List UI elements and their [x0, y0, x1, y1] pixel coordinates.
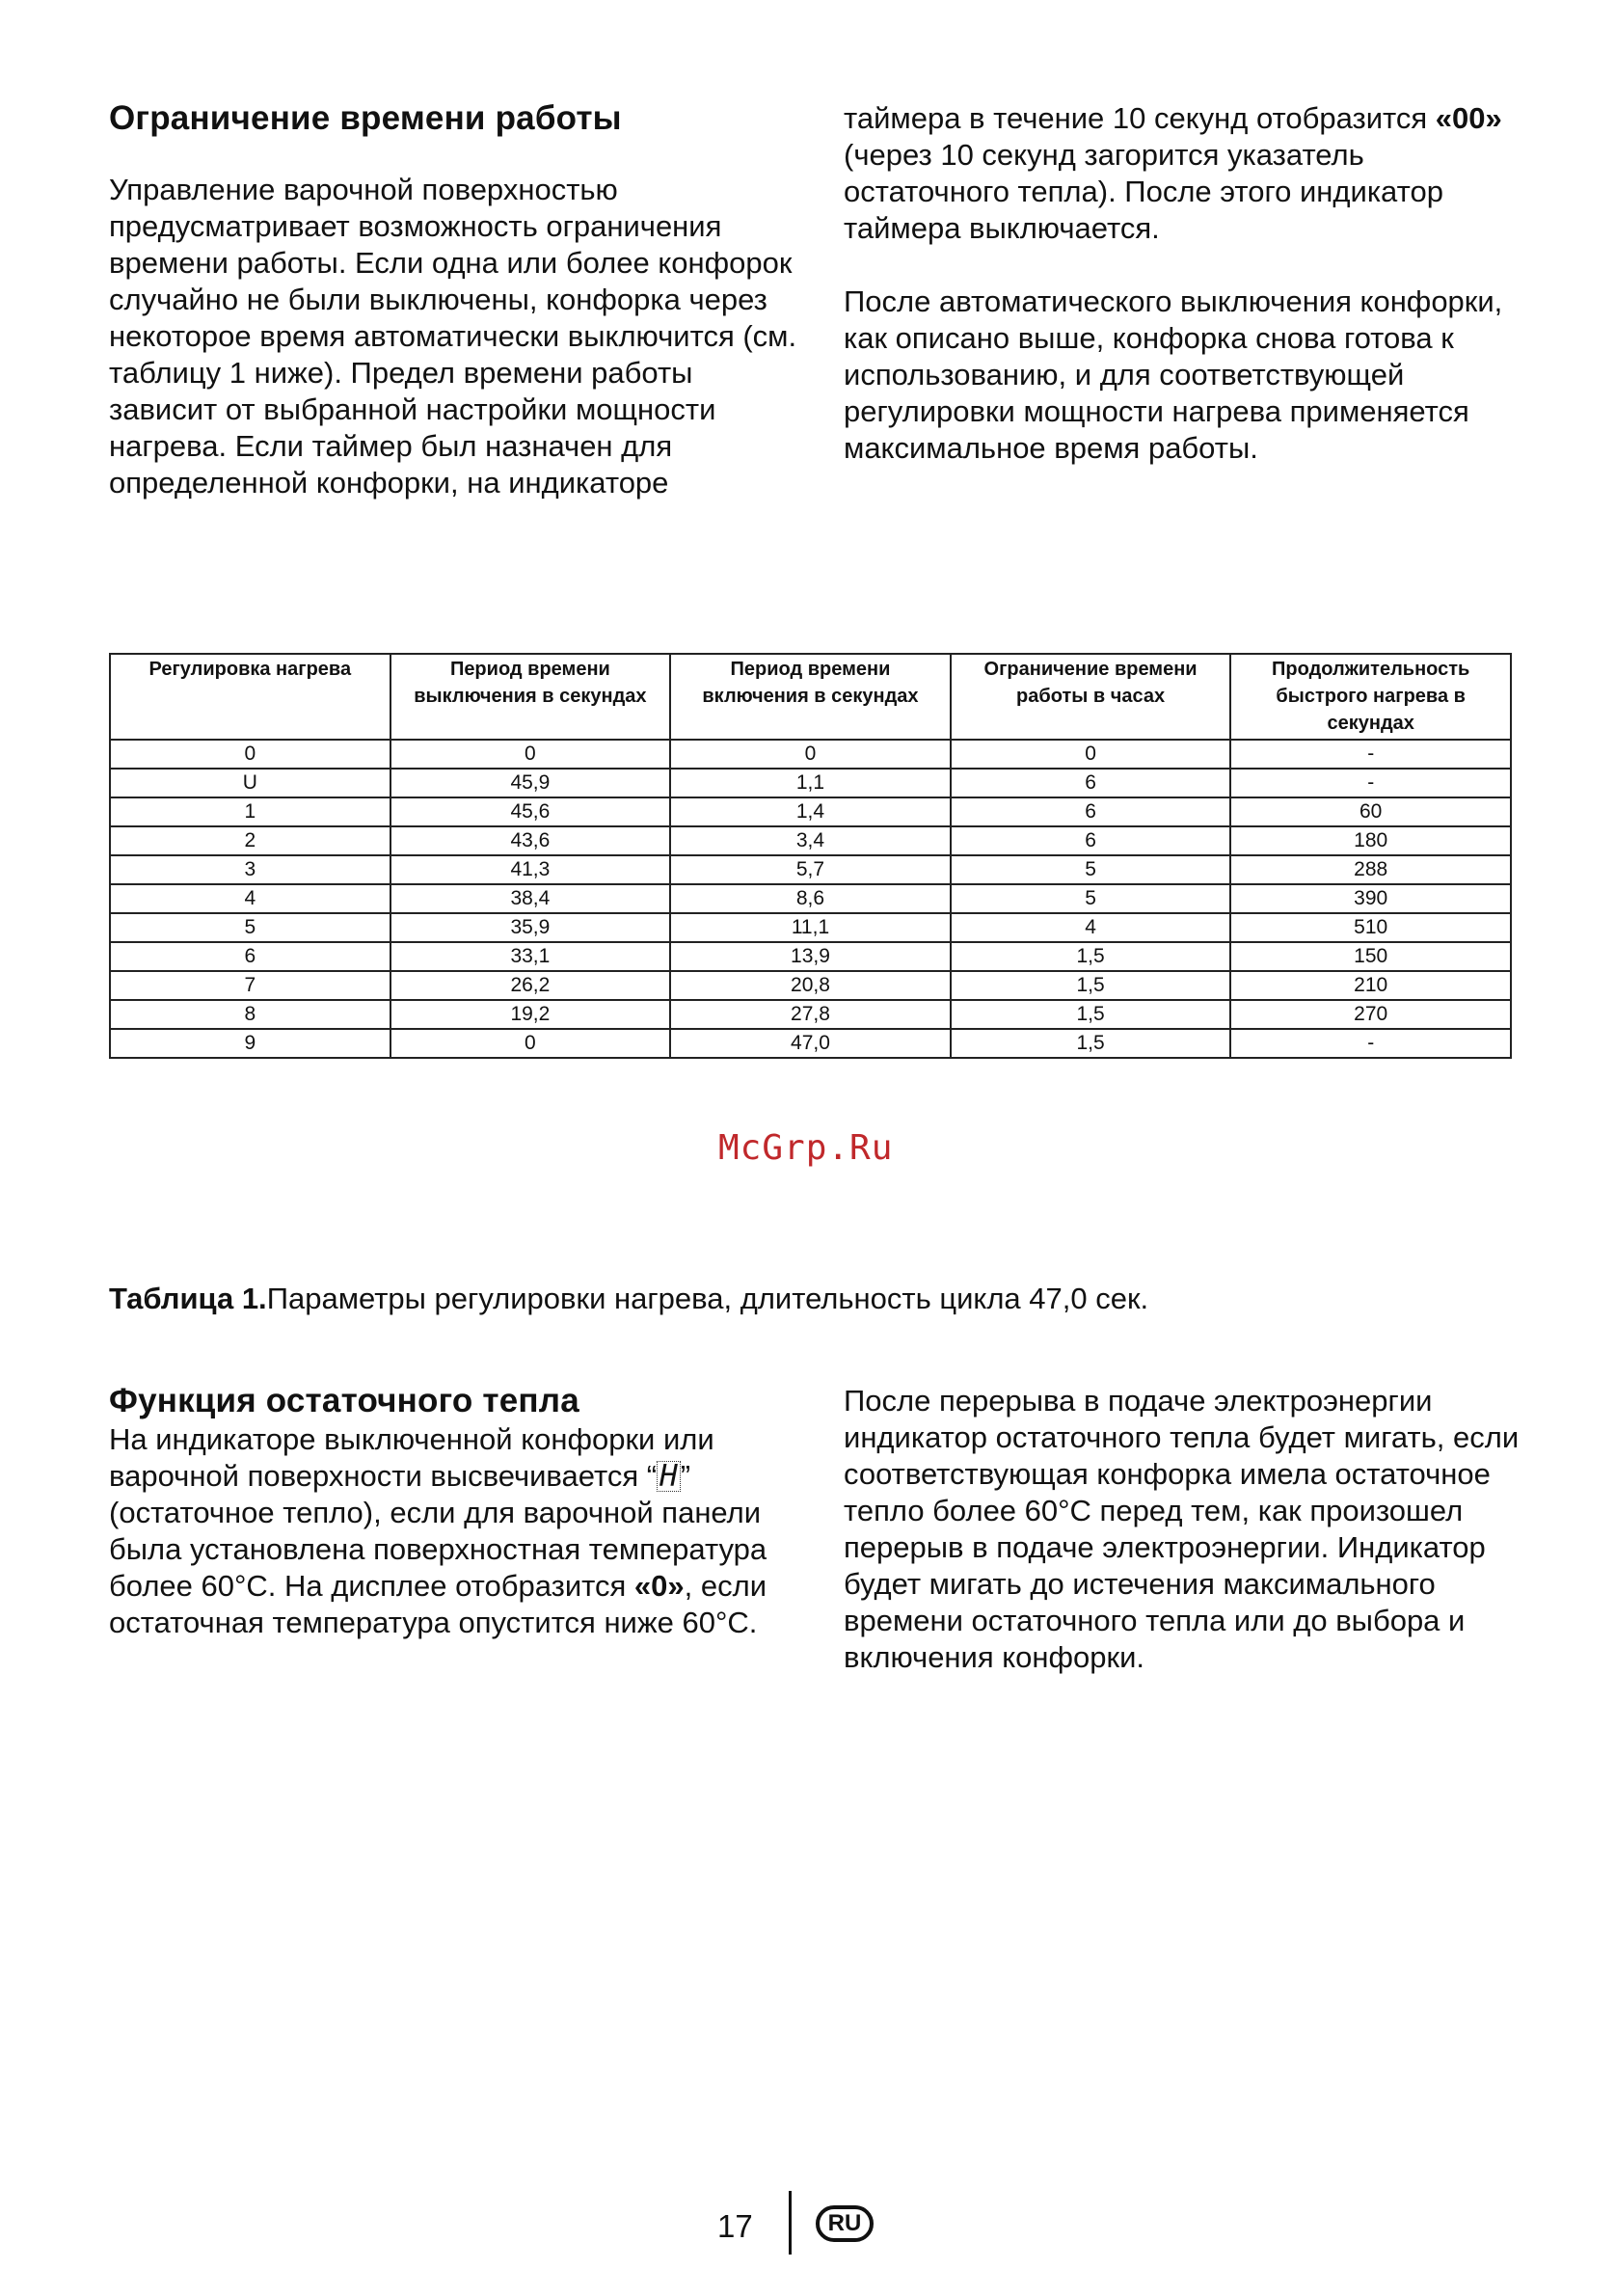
table-cell: 6	[951, 826, 1231, 855]
table-body	[110, 740, 1511, 1058]
caption-text: Параметры регулировки нагрева, длительность цикла 47,0 сек.	[266, 1282, 1149, 1315]
table-cell: 8,6	[670, 884, 951, 913]
heat-settings-table	[109, 653, 1512, 1059]
table-cell: 5	[951, 855, 1231, 884]
table-cell: 0	[951, 740, 1231, 769]
table-cell: 35,9	[390, 913, 671, 942]
time-limit-paragraph-3: После автоматического выключения конфорки, как описано выше, конфорка снова готова к использованию, и для соответствующей регулировки мощности нагрева применяется максимальное время работы.	[844, 284, 1503, 465]
table-cell: 60	[1230, 797, 1511, 826]
table-cell: 1,5	[951, 942, 1231, 971]
table-cell: 180	[1230, 826, 1511, 855]
table-cell: 8	[110, 1000, 390, 1029]
section-residual-heat-right-column	[844, 1383, 1538, 1676]
residual-text-middle: ” (остаточное тепло), если для варочной панели была установлена поверхностная температура более 60°C. На дисплее отобразится	[109, 1459, 767, 1603]
residual-heat-paragraph-2: После перерыва в подаче электроэнергии индикатор остаточного тепла будет мигать, если соответствующая конфорка имела остаточное тепло более 60°C перед тем, как произошел перерыв в подаче электроэнергии. Индикатор будет мигать до истечения максимального времени остаточного тепла или до выбора и включения конфорки.	[844, 1384, 1520, 1674]
header-boost-duration: Продолжительность быстрого нагрева в секундах	[1230, 654, 1511, 740]
table-cell: 288	[1230, 855, 1511, 884]
table-cell: -	[1230, 740, 1511, 769]
table-cell: 1,1	[670, 769, 951, 797]
section-time-limit-left-column	[109, 98, 803, 501]
table-cell: 19,2	[390, 1000, 671, 1029]
section-title-residual-heat: Функция остаточного тепла	[109, 1382, 579, 1419]
table-cell: 1,4	[670, 797, 951, 826]
section-title-time-limit: Ограничение времени работы	[109, 99, 622, 137]
time-limit-paragraph-2	[844, 100, 1538, 247]
watermark: McGrp.Ru	[718, 1128, 894, 1168]
table-cell: 7	[110, 971, 390, 1000]
page-number: 17	[717, 2208, 753, 2244]
table-row	[110, 740, 1511, 769]
table-cell: 0	[670, 740, 951, 769]
table-cell: U	[110, 769, 390, 797]
table-caption	[109, 1281, 1148, 1317]
table-row	[110, 1029, 1511, 1058]
table-cell: 0	[390, 1029, 671, 1058]
header-off-period: Период времени выключения в секундах	[390, 654, 671, 740]
table-cell: 45,6	[390, 797, 671, 826]
table-row	[110, 884, 1511, 913]
header-on-period: Период времени включения в секундах	[670, 654, 951, 740]
table-header-row	[110, 654, 1511, 740]
table-row	[110, 855, 1511, 884]
table-cell: 4	[110, 884, 390, 913]
table-cell: 43,6	[390, 826, 671, 855]
table-cell: 6	[951, 797, 1231, 826]
table-cell: 33,1	[390, 942, 671, 971]
table-cell: 0	[110, 740, 390, 769]
table-cell: 11,1	[670, 913, 951, 942]
table-cell: 5	[110, 913, 390, 942]
table-row	[110, 913, 1511, 942]
section-residual-heat-left-column	[109, 1381, 803, 1641]
residual-text-end: , если остаточная температура опустится ниже 60°C.	[109, 1569, 767, 1639]
table-cell: 38,4	[390, 884, 671, 913]
table-cell: 26,2	[390, 971, 671, 1000]
table-cell: 5,7	[670, 855, 951, 884]
table-cell: 150	[1230, 942, 1511, 971]
table-cell: 0	[390, 740, 671, 769]
header-time-limit: Ограничение времени работы в часах	[951, 654, 1231, 740]
table-cell: 5	[951, 884, 1231, 913]
table-cell: 1,5	[951, 1000, 1231, 1029]
table-cell: 1,5	[951, 1029, 1231, 1058]
table-cell: 13,9	[670, 942, 951, 971]
table-cell: 45,9	[390, 769, 671, 797]
table-cell: 4	[951, 913, 1231, 942]
footer-divider	[789, 2191, 792, 2255]
residual-text-start: На индикаторе выключенной конфорки или варочной поверхности высвечивается “	[109, 1422, 714, 1493]
table-cell: 9	[110, 1029, 390, 1058]
residual-heat-h-icon: H	[657, 1461, 681, 1492]
display-zero-value: «0»	[633, 1569, 685, 1603]
table-row	[110, 769, 1511, 797]
residual-heat-paragraph-1	[109, 1421, 803, 1641]
timer-display-value: «00»	[1435, 101, 1502, 135]
table-cell: 27,8	[670, 1000, 951, 1029]
table-row	[110, 971, 1511, 1000]
table-cell: 3,4	[670, 826, 951, 855]
language-badge: RU	[816, 2205, 874, 2242]
table-row	[110, 826, 1511, 855]
time-limit-paragraph-1: Управление варочной поверхностью предусматривает возможность ограничения времени работы. Если одна или более конфорок случайно не были выключены, конфорка через некоторое время автоматически выключится (см. таблицу 1 ниже). Предел времени работы зависит от выбранной настройки мощности нагрева. Если таймер был назначен для определенной конфорки, на индикаторе	[109, 173, 797, 500]
table-header	[110, 654, 1511, 740]
table-row	[110, 942, 1511, 971]
table-cell: 3	[110, 855, 390, 884]
table-cell: 2	[110, 826, 390, 855]
table-cell: 6	[951, 769, 1231, 797]
timer-text-end: (через 10 секунд загорится указатель остаточного тепла). После этого индикатор таймера выключается.	[844, 138, 1443, 245]
table-cell: 20,8	[670, 971, 951, 1000]
section-time-limit-right-column	[844, 100, 1538, 467]
caption-label: Таблица 1.	[109, 1282, 267, 1315]
table-cell: 1	[110, 797, 390, 826]
table-cell: 47,0	[670, 1029, 951, 1058]
table-row	[110, 797, 1511, 826]
table-row	[110, 1000, 1511, 1029]
table-cell: 270	[1230, 1000, 1511, 1029]
table-cell: 210	[1230, 971, 1511, 1000]
table-cell: -	[1230, 769, 1511, 797]
table-cell: 1,5	[951, 971, 1231, 1000]
timer-text-start: таймера в течение 10 секунд отобразится	[844, 101, 1436, 135]
table-cell: -	[1230, 1029, 1511, 1058]
header-heat-setting: Регулировка нагрева	[110, 654, 390, 740]
table-cell: 390	[1230, 884, 1511, 913]
table-cell: 6	[110, 942, 390, 971]
table-cell: 510	[1230, 913, 1511, 942]
table-cell: 41,3	[390, 855, 671, 884]
